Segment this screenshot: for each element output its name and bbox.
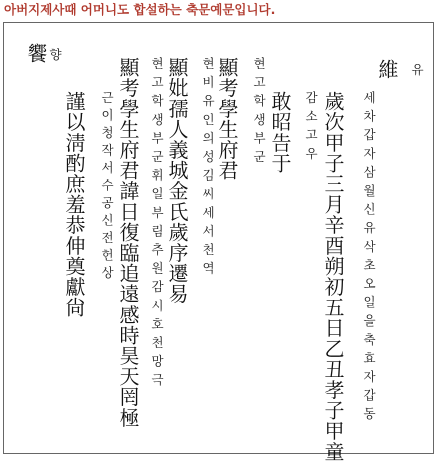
column-hanja-8: 謹以淸酌庶羞恭伸奠獻尙 bbox=[62, 91, 86, 318]
column-hangul-3: 감소고우 bbox=[303, 91, 319, 166]
column-hangul-9: 향 bbox=[47, 48, 63, 67]
column-hangul-4: 현고학생부군 bbox=[251, 57, 267, 169]
column-hanja-7: 顯考學生府君諱日復臨追遠感時昊天罔極 bbox=[116, 57, 140, 428]
column-hanja-9: 饗 bbox=[24, 43, 48, 64]
column-hanja-4: 敢昭告于 bbox=[268, 91, 292, 174]
column-hanja-6: 顯妣孺人義城金氏歲序遷易 bbox=[165, 57, 189, 305]
column-hanja-2: 歲次甲子三月辛酉朔初五日乙丑孝子甲童 bbox=[321, 91, 345, 462]
column-hangul-7: 근이청작서수공신전헌상 bbox=[99, 91, 115, 284]
column-hanja-1: 維 bbox=[375, 59, 399, 80]
column-hangul-6: 현고학생부군휘일부림추원감시호천망극 bbox=[149, 57, 165, 392]
column-hangul-2: 세차갑자삼월신유삭초오일을축효자갑동 bbox=[361, 91, 377, 426]
column-hangul-5: 현비유인의성김씨세서천역 bbox=[200, 57, 216, 281]
caption-title: 아버지제사때 어머니도 합설하는 축문예문입니다. bbox=[4, 2, 276, 17]
prayer-text-frame bbox=[3, 22, 434, 462]
column-hangul-1: 유 bbox=[409, 63, 425, 82]
column-hanja-5: 顯考學生府君 bbox=[215, 57, 239, 181]
